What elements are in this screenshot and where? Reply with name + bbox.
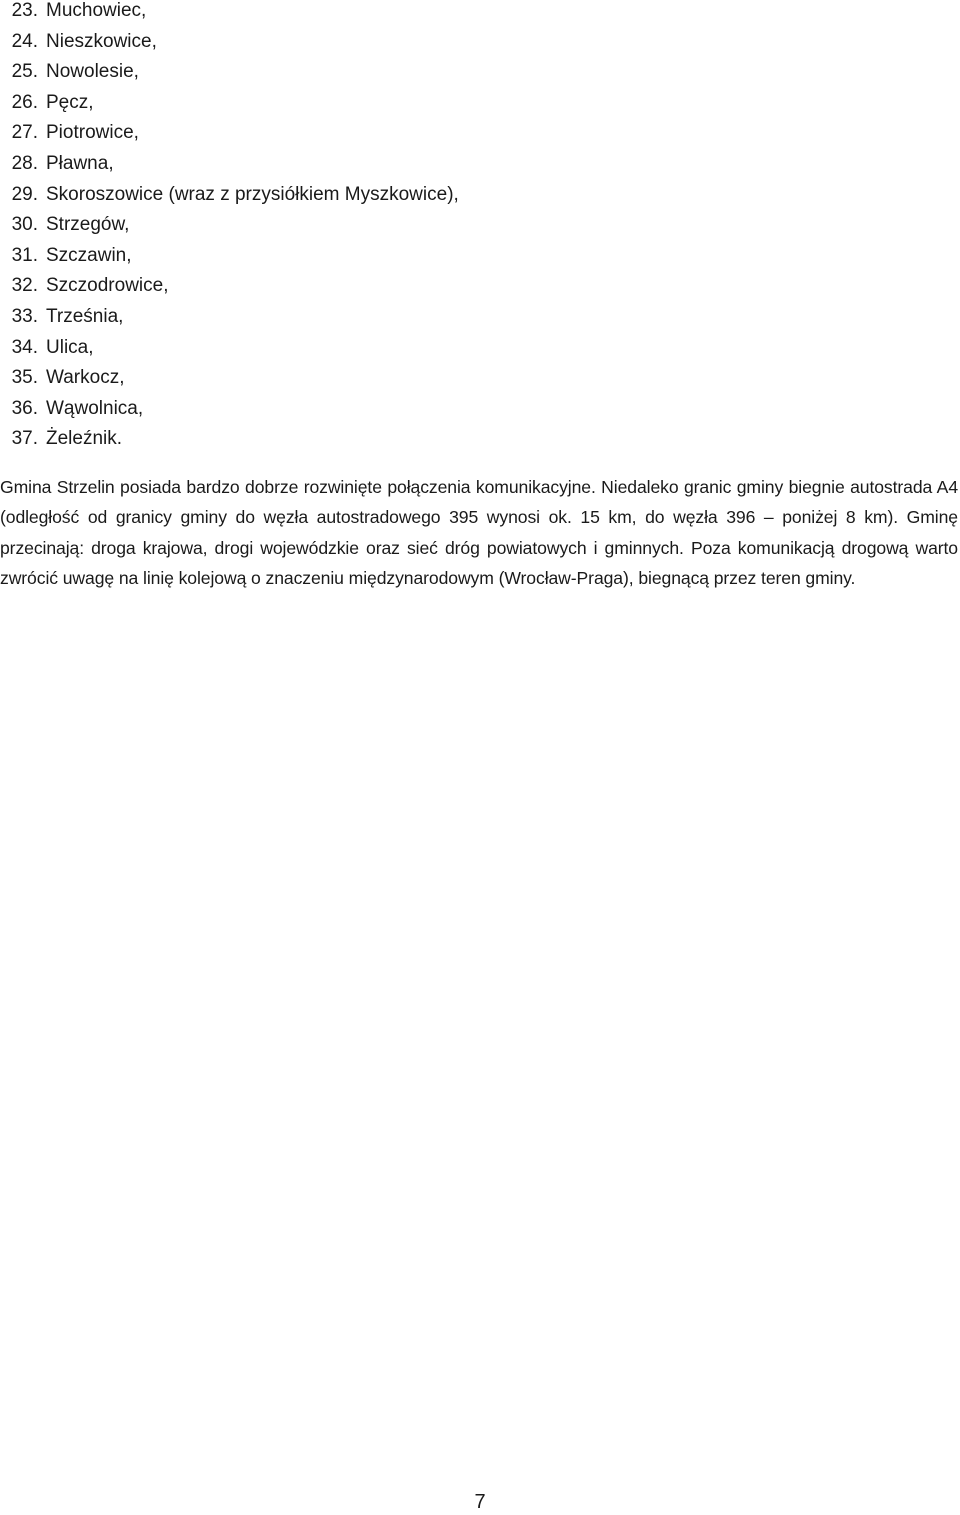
list-item-number: 36. <box>11 397 38 419</box>
transport-paragraph: Gmina Strzelin posiada bardzo dobrze rozwinięte połączenia komunikacyjne. Niedaleko granic gminy biegnie autostrada A4 (odległość od granicy gminy do węzła autostradowego 395 wynosi ok. 15 km, do węzła 396 – poniżej 8 km). Gminę przecinają: droga krajowa, drogi wojewódzkie oraz sieć dróg powiatowych i gminnych. Poza komunikacją drogową warto zwrócić uwagę na linię kolejową o znaczeniu międzynarodowym (Wrocław-Praga), biegnącą przez teren gminy. <box>0 477 958 588</box>
list-item-name: Skoroszowice (wraz z przysiółkiem Myszkowice), <box>46 183 459 205</box>
list-item-number: 31. <box>11 244 38 266</box>
list-item-name: Muchowiec, <box>46 0 147 21</box>
list-item-name: Trześnia, <box>46 305 124 327</box>
list-item <box>0 27 459 58</box>
list-item-number: 27. <box>11 122 38 144</box>
list-item <box>0 241 459 272</box>
list-item-name: Żeleźnik. <box>46 428 123 450</box>
list-item-number: 35. <box>11 367 38 389</box>
list-item-name: Warkocz, <box>46 367 125 389</box>
list-item-name: Piotrowice, <box>46 122 139 144</box>
list-item <box>0 149 459 180</box>
page-number: 7 <box>474 1491 486 1513</box>
list-item-number: 37. <box>11 428 38 450</box>
list-item <box>0 0 459 27</box>
list-item-number: 29. <box>11 183 38 205</box>
list-item-name: Szczodrowice, <box>46 275 169 297</box>
list-item-number: 33. <box>11 305 38 327</box>
list-item <box>0 271 459 302</box>
list-item-number: 24. <box>11 30 38 52</box>
list-item-name: Strzegów, <box>46 214 130 236</box>
list-item-name: Nieszkowice, <box>46 30 157 52</box>
list-item <box>0 363 459 394</box>
list-item-number: 23. <box>11 0 38 21</box>
list-item <box>0 57 459 88</box>
list-item <box>0 394 459 425</box>
list-item-name: Ulica, <box>46 336 94 358</box>
list-item-name: Pęcz, <box>46 91 94 113</box>
list-item-number: 32. <box>11 275 38 297</box>
list-item-number: 26. <box>11 91 38 113</box>
list-item <box>0 210 459 241</box>
list-item-number: 30. <box>11 214 38 236</box>
list-item-name: Nowolesie, <box>46 61 139 83</box>
list-item-number: 28. <box>11 152 38 174</box>
list-item <box>0 302 459 333</box>
list-item <box>0 88 459 119</box>
list-item-name: Wąwolnica, <box>46 397 144 419</box>
list-item-name: Pławna, <box>46 152 114 174</box>
list-item-number: 34. <box>11 336 38 358</box>
list-item <box>0 424 459 455</box>
list-item <box>0 333 459 364</box>
list-item-name: Szczawin, <box>46 244 132 266</box>
list-item <box>0 118 459 149</box>
list-item-number: 25. <box>11 61 38 83</box>
village-list <box>0 0 459 455</box>
list-item <box>0 180 459 211</box>
